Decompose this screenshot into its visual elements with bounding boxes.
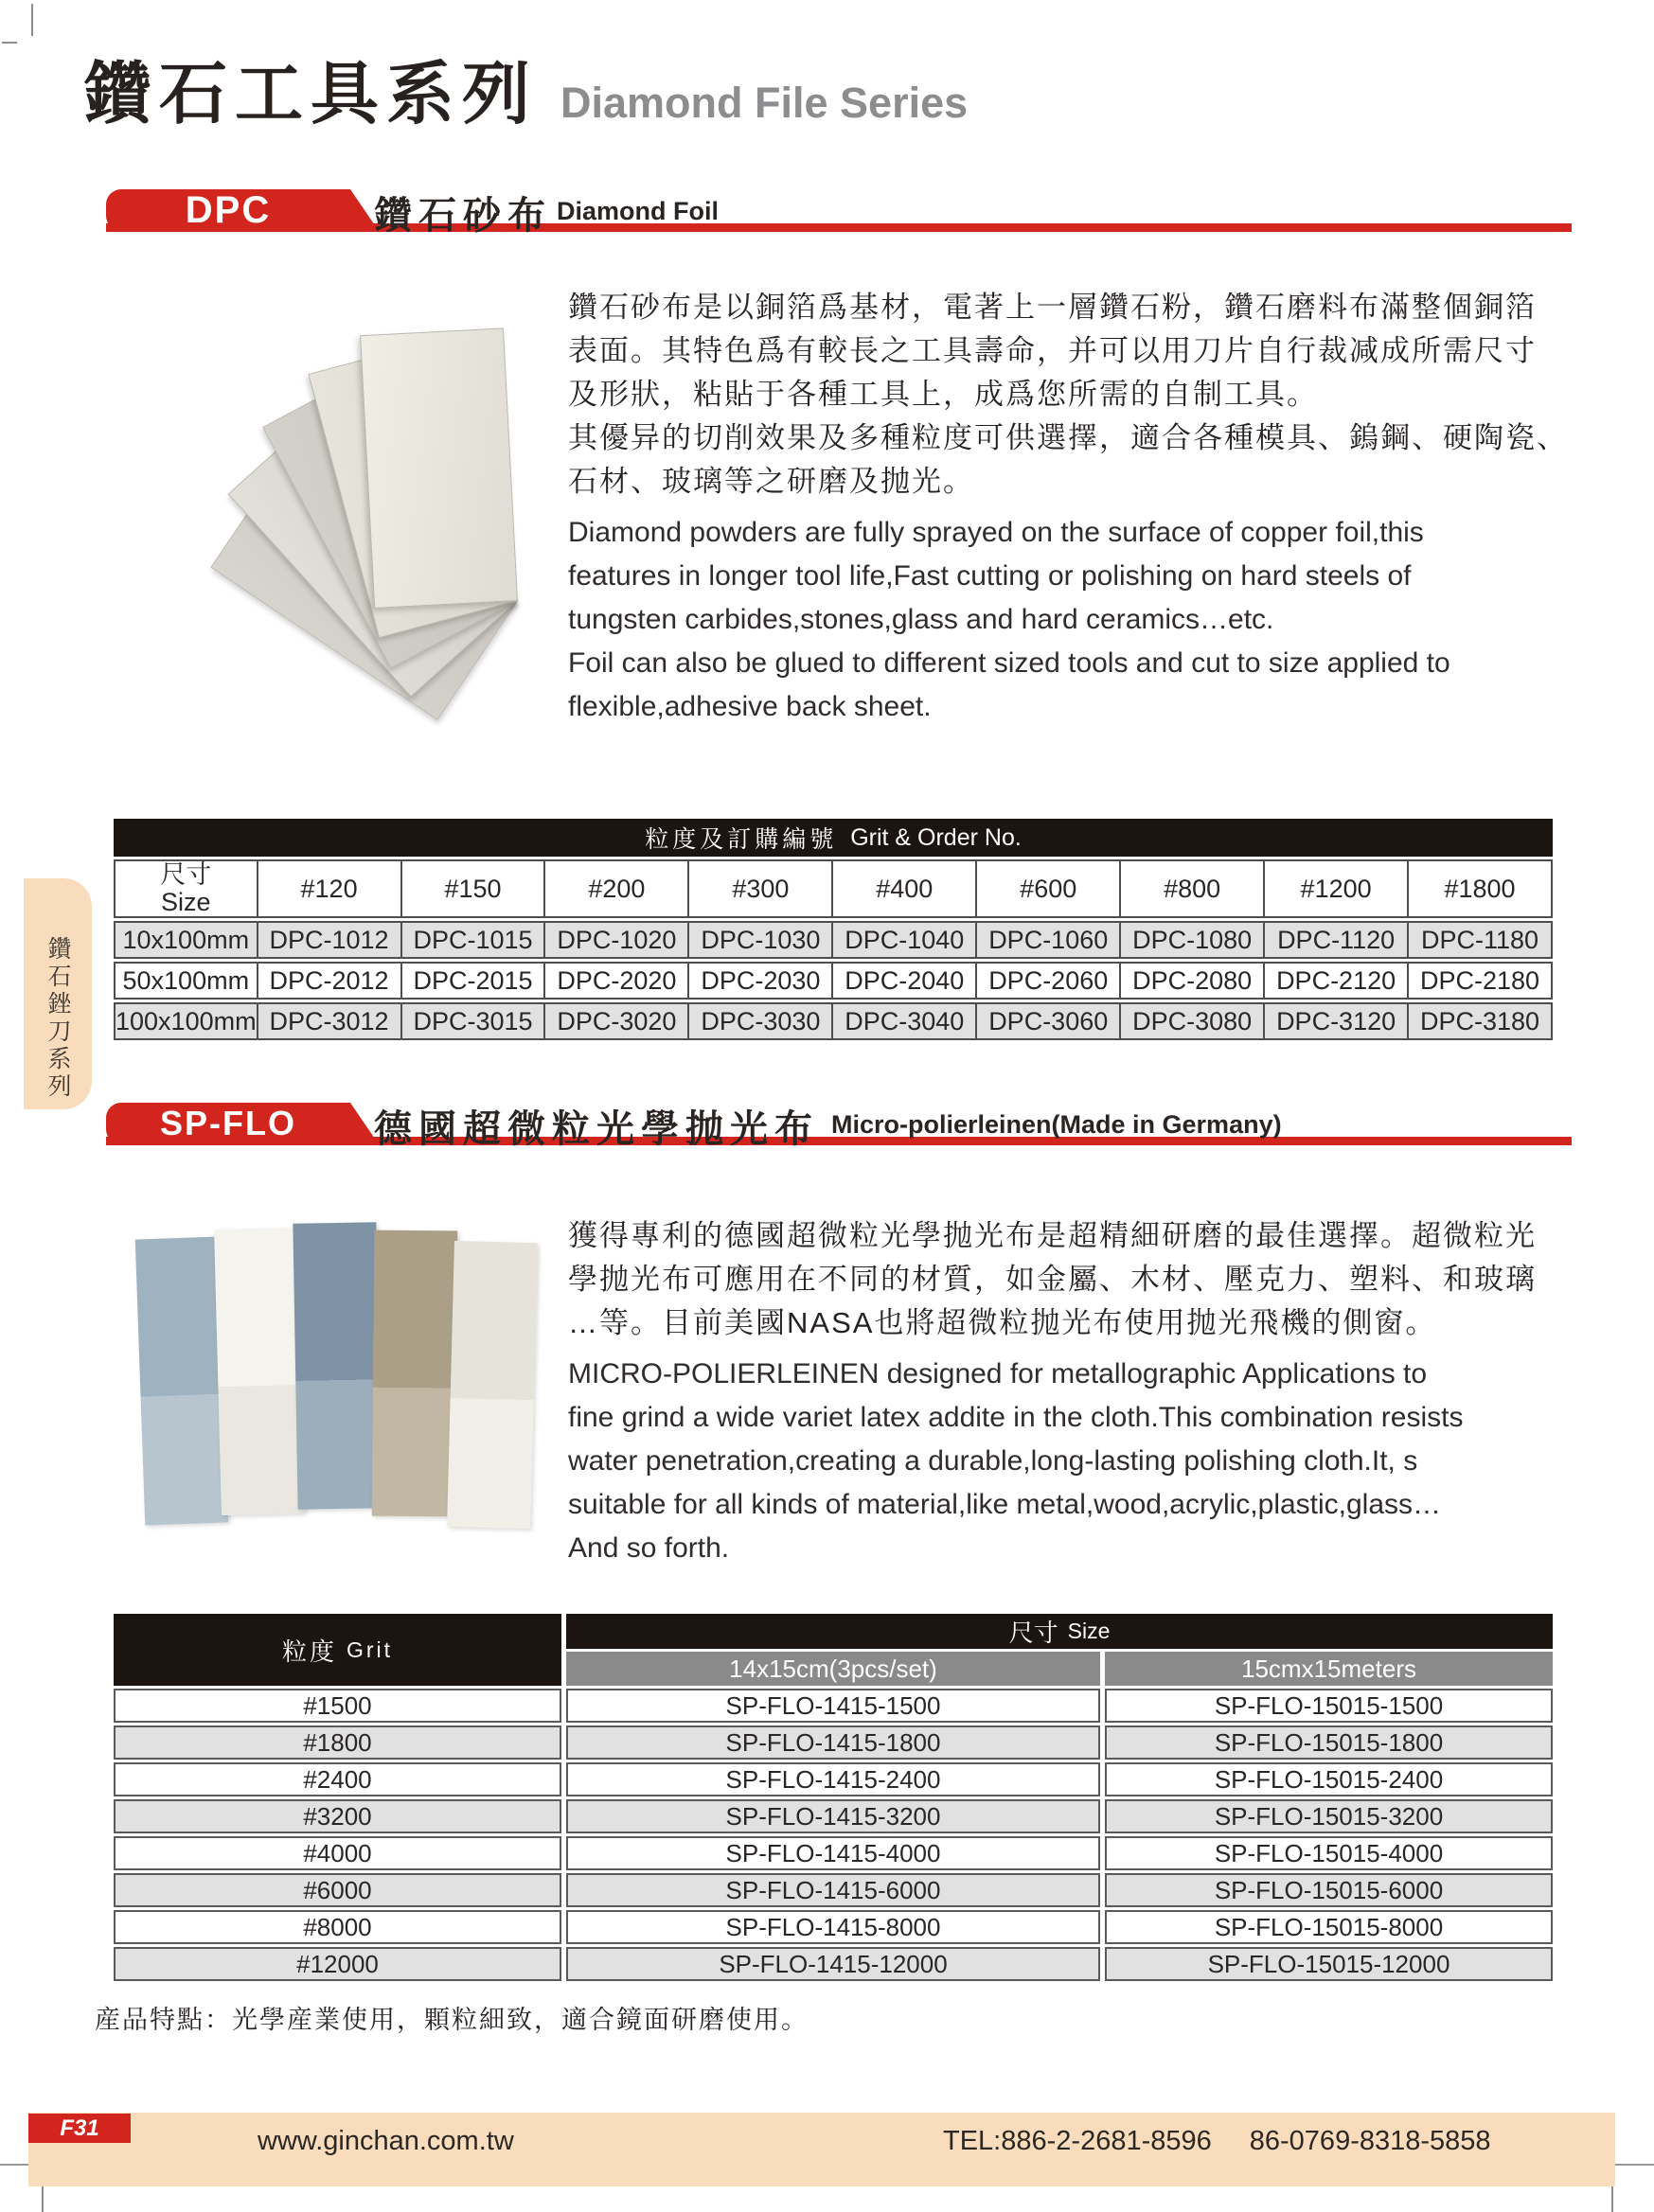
crop-mark <box>2 42 17 44</box>
page-number-badge: F31 <box>28 2114 131 2143</box>
size-header-en: Size <box>161 888 211 916</box>
paragraph-line: 獲得專利的德國超微粒光學抛光布是超精細研磨的最佳選擇。超微粒光 <box>568 1219 1537 1252</box>
table-header-grit: #800 <box>1121 859 1265 918</box>
table-cell-code: SP-FLO-15015-12000 <box>1105 1947 1553 1981</box>
dpc-table-title-en: Grit & Order No. <box>850 823 1022 851</box>
table-cell-code: SP-FLO-1415-8000 <box>566 1910 1100 1944</box>
spflo-heading-en: Micro-polierleinen(Made in Germany) <box>831 1110 1282 1139</box>
table-subheader-set: 14x15cm(3pcs/set) <box>566 1652 1100 1686</box>
table-cell-code: SP-FLO-1415-1500 <box>566 1689 1100 1723</box>
paragraph-line: 及形狀，粘貼于各種工具上，成爲您所需的自制工具。 <box>568 378 1318 411</box>
cloth-strip <box>372 1230 458 1517</box>
table-cell-code: DPC-1030 <box>689 921 833 959</box>
series-side-tab <box>24 878 92 1109</box>
table-cell-grit: #4000 <box>114 1836 561 1870</box>
table-cell-code: DPC-1040 <box>833 921 977 959</box>
table-cell-code: SP-FLO-1415-2400 <box>566 1762 1100 1796</box>
page-title-zh: 鑽石工具系列 <box>83 57 539 133</box>
footer-telephone <box>943 2126 1491 2157</box>
paragraph-line: features in longer tool life,Fast cutting or polishing on hard steels of <box>568 560 1412 592</box>
table-cell-code: DPC-3040 <box>833 1002 977 1040</box>
table-cell-code: DPC-1020 <box>545 921 689 959</box>
table-cell-code: DPC-2030 <box>689 962 833 1000</box>
dpc-heading-en: Diamond Foil <box>557 197 719 225</box>
table-cell-code: DPC-3120 <box>1265 1002 1409 1040</box>
paragraph-line: fine grind a wide variet latex addite in the cloth.This combination resists <box>568 1402 1464 1433</box>
dpc-table-grid <box>114 859 1553 1040</box>
page-title <box>83 55 968 134</box>
table-cell-code: DPC-1060 <box>977 921 1121 959</box>
cloth-strip <box>293 1222 381 1509</box>
table-cell-size: 50x100mm <box>114 962 258 1000</box>
table-cell-size: 10x100mm <box>114 921 258 959</box>
paragraph-line: …等。目前美國NASA也將超微粒抛光布使用抛光飛機的側窗。 <box>568 1306 1437 1339</box>
footer-tel-secondary: 86-0769-8318-5858 <box>1249 2126 1491 2156</box>
table-cell-code: DPC-3080 <box>1121 1002 1265 1040</box>
foil-sheet <box>360 327 518 609</box>
spflo-description-en <box>568 1353 1581 1570</box>
table-cell-code: SP-FLO-15015-1800 <box>1105 1725 1553 1760</box>
table-cell-grit: #1800 <box>114 1725 561 1760</box>
table-header-grit: #150 <box>402 859 546 918</box>
paragraph-line: 表面。其特色爲有較長之工具壽命，并可以用刀片自行裁减成所需尺寸 <box>568 334 1537 367</box>
cloth-strip <box>447 1241 538 1529</box>
size-header-en: Size <box>1067 1619 1111 1643</box>
dpc-section-tab <box>106 189 350 231</box>
table-cell-code: DPC-2060 <box>977 962 1121 1000</box>
product-feature-note: 産品特點：光學産業使用，顆粒細致，適合鏡面研磨使用。 <box>95 2006 809 2034</box>
table-header-grit: #1200 <box>1265 859 1409 918</box>
paragraph-line: Foil can also be glued to different sized tools and cut to size applied to <box>568 647 1450 679</box>
paragraph-line: Diamond powders are fully sprayed on the surface of copper foil,this <box>568 517 1424 548</box>
table-cell-code: SP-FLO-1415-1800 <box>566 1725 1100 1760</box>
paragraph-line: 鑽石砂布是以銅箔爲基材，電著上一層鑽石粉，鑽石磨料布滿整個銅箔 <box>568 291 1537 324</box>
series-side-tab-label: 鑽石銼刀系列 <box>44 936 71 1101</box>
table-cell-code: SP-FLO-15015-2400 <box>1105 1762 1553 1796</box>
size-header-zh: 尺寸 <box>160 860 212 889</box>
table-cell-grit: #3200 <box>114 1799 561 1833</box>
paragraph-line: suitable for all kinds of material,like metal,wood,acrylic,plastic,glass… <box>568 1489 1442 1520</box>
paragraph-line: MICRO-POLIERLEINEN designed for metallographic Applications to <box>568 1358 1428 1389</box>
table-cell-code: SP-FLO-15015-6000 <box>1105 1873 1553 1907</box>
table-cell-grit: #2400 <box>114 1762 561 1796</box>
table-cell-code: DPC-3030 <box>689 1002 833 1040</box>
table-cell-code: DPC-2015 <box>402 962 546 1000</box>
polishing-cloths-image <box>140 1223 538 1540</box>
paragraph-line: 其優异的切削效果及多種粒度可供選擇，適合各種模具、鎢鋼、硬陶瓷、 <box>568 421 1568 454</box>
table-subheader-roll: 15cmx15meters <box>1105 1652 1553 1686</box>
table-cell-code: SP-FLO-1415-3200 <box>566 1799 1100 1833</box>
table-cell-code: SP-FLO-1415-12000 <box>566 1947 1100 1981</box>
footer-tel-primary: TEL:886-2-2681-8596 <box>943 2126 1212 2156</box>
table-header-grit: #1800 <box>1409 859 1553 918</box>
table-cell-code: DPC-2040 <box>833 962 977 1000</box>
dpc-table-title-zh: 粒度及訂購編號 <box>645 826 838 853</box>
dpc-tab-label: DPC <box>185 188 272 231</box>
table-header-grit: #200 <box>545 859 689 918</box>
table-cell-code: DPC-2020 <box>545 962 689 1000</box>
table-cell-code: SP-FLO-15015-3200 <box>1105 1799 1553 1833</box>
page-title-en: Diamond File Series <box>560 79 969 127</box>
table-header-grit: #400 <box>833 859 977 918</box>
grit-header-zh: 粒度 <box>281 1637 337 1666</box>
table-header-size <box>566 1614 1553 1649</box>
table-cell-code: DPC-2080 <box>1121 962 1265 1000</box>
table-header-grit: #600 <box>977 859 1121 918</box>
spflo-heading-zh: 德國超微粒光學抛光布 <box>374 1108 819 1150</box>
paragraph-line: tungsten carbides,stones,glass and hard ceramics…etc. <box>568 604 1274 635</box>
table-cell-code: DPC-3020 <box>545 1002 689 1040</box>
table-cell-code: DPC-2180 <box>1409 962 1553 1000</box>
table-cell-grit: #1500 <box>114 1689 561 1723</box>
dpc-table-title <box>114 819 1553 857</box>
table-cell-code: SP-FLO-15015-4000 <box>1105 1836 1553 1870</box>
table-cell-code: DPC-3012 <box>258 1002 402 1040</box>
table-cell-code: DPC-2120 <box>1265 962 1409 1000</box>
table-cell-code: DPC-1015 <box>402 921 546 959</box>
table-cell-code: SP-FLO-15015-1500 <box>1105 1689 1553 1723</box>
paragraph-line: water penetration,creating a durable,long-lasting polishing cloth.It, s <box>568 1445 1418 1477</box>
table-cell-code: SP-FLO-15015-8000 <box>1105 1910 1553 1944</box>
spflo-section-tab <box>106 1103 350 1144</box>
table-cell-code: DPC-1080 <box>1121 921 1265 959</box>
table-header-grit <box>114 1614 561 1686</box>
paragraph-line: And so forth. <box>568 1532 730 1564</box>
table-cell-grit: #6000 <box>114 1873 561 1907</box>
dpc-order-table <box>114 819 1553 1040</box>
table-cell-code: DPC-2012 <box>258 962 402 1000</box>
crop-mark <box>31 4 33 36</box>
grit-header-en: Grit <box>346 1637 394 1662</box>
table-cell-code: SP-FLO-1415-6000 <box>566 1873 1100 1907</box>
spflo-description <box>568 1214 1581 1570</box>
table-cell-code: DPC-3060 <box>977 1002 1121 1040</box>
spflo-order-table <box>114 1614 1553 1981</box>
table-cell-code: DPC-1012 <box>258 921 402 959</box>
table-cell-code: SP-FLO-1415-4000 <box>566 1836 1100 1870</box>
cloth-strip <box>214 1228 305 1515</box>
table-header-grit: #300 <box>689 859 833 918</box>
table-cell-code: DPC-1120 <box>1265 921 1409 959</box>
diamond-foil-sheets-image <box>133 310 549 609</box>
table-cell-code: DPC-1180 <box>1409 921 1553 959</box>
table-cell-code: DPC-3180 <box>1409 1002 1553 1040</box>
table-cell-grit: #8000 <box>114 1910 561 1944</box>
dpc-description-en <box>568 511 1581 729</box>
paragraph-line: 石材、玻璃等之研磨及抛光。 <box>568 465 974 498</box>
dpc-description <box>568 286 1581 729</box>
dpc-heading-zh: 鑽石砂布 <box>374 195 552 237</box>
table-header-grit: #120 <box>258 859 402 918</box>
spflo-tab-label: SP-FLO <box>160 1104 296 1142</box>
paragraph-line: 學抛光布可應用在不同的材質，如金屬、木材、壓克力、塑料、和玻璃 <box>568 1263 1537 1296</box>
table-header-size <box>114 859 258 918</box>
size-header-zh: 尺寸 <box>1008 1619 1058 1647</box>
paragraph-line: flexible,adhesive back sheet. <box>568 691 932 722</box>
table-cell-grit: #12000 <box>114 1947 561 1981</box>
footer-website: www.ginchan.com.tw <box>258 2126 514 2156</box>
table-cell-size: 100x100mm <box>114 1002 258 1040</box>
table-cell-code: DPC-3015 <box>402 1002 546 1040</box>
